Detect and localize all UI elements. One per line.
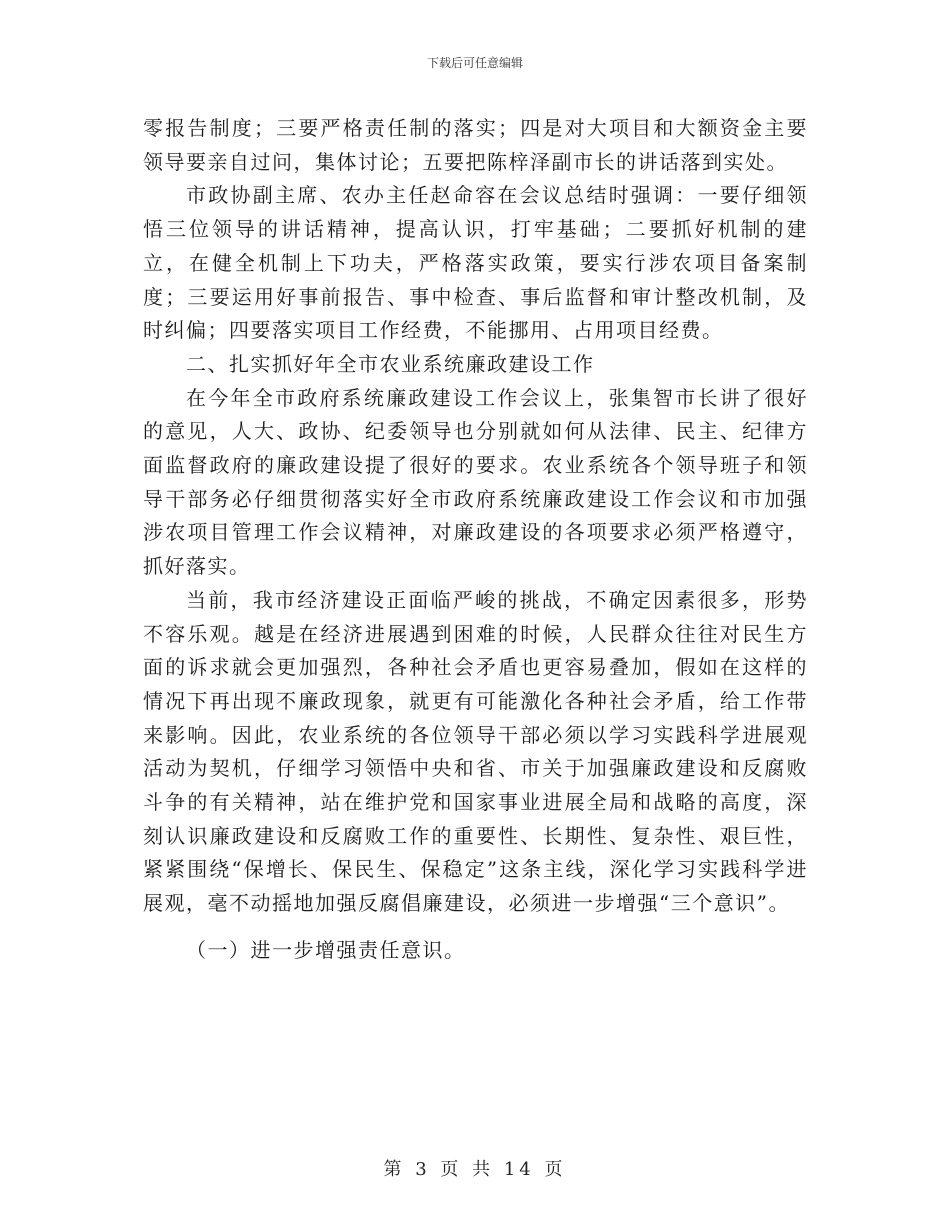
- page-footer: 第 3 页 共 14 页: [383, 1159, 567, 1180]
- paragraph-1: 零报告制度；三要严格责任制的落实；四是对大项目和大额资金主要领导要亲自过问，集体讨论；五要把陈梓泽副市长的讲话落到实处。: [143, 116, 808, 174]
- subsection-heading: （一）进一步增强责任意识。: [186, 937, 466, 962]
- paragraph-4: 当前，我市经济建设正面临严峻的挑战，不确定因素很多，形势不容乐观。越是在经济进展遇到困难的时候，人民群众往往对民生方面的诉求就会更加强烈，各种社会矛盾也更容易叠加，假如在这样的情况下再出现不廉政现象，就更有可能激化各种社会矛盾，给工作带来影响。因此，农业系统的各位领导干部必须以学习实践科学进展观活动为契机，仔细学习领悟中央和省、市关于加强廉政建设和反腐败斗争的有关精神，站在维护党和国家事业进展全局和战略的高度，深刻认识廉政建设和反腐败工作的重要性、长期性、复杂性、艰巨性，紧紧围绕“保增长、保民生、保稳定”这条主线，深化学习实践科学进展观，毫不动摇地加强反腐倡廉建设，必须进一步增强“三个意识”。: [143, 587, 808, 916]
- section-heading: 二、扎实抓好年全市农业系统廉政建设工作: [186, 351, 595, 376]
- page-header: 下载后可任意编辑: [426, 56, 523, 70]
- paragraph-3: 在今年全市政府系统廉政建设工作会议上，张集智市长讲了很好的意见，人大、政协、纪委领导也分别就如何从法律、民主、纪律方面监督政府的廉政建设提了很好的要求。农业系统各个领导班子和领导干部务必仔细贯彻落实好全市政府系统廉政建设工作会议和市加强涉农项目管理工作会议精神，对廉政建设的各项要求必须严格遵守，抓好落实。: [143, 385, 808, 579]
- document-body: [143, 112, 808, 968]
- paragraph-2: 市政协副主席、农办主任赵命容在会议总结时强调：一要仔细领悟三位领导的讲话精神，提高认识，打牢基础；二要抓好机制的建立，在健全机制上下功夫，严格落实政策，要实行涉农项目备案制度；三要运用好事前报告、事中检查、事后监督和审计整改机制，及时纠偏；四要落实项目工作经费，不能挪用、占用项目经费。: [143, 183, 808, 343]
